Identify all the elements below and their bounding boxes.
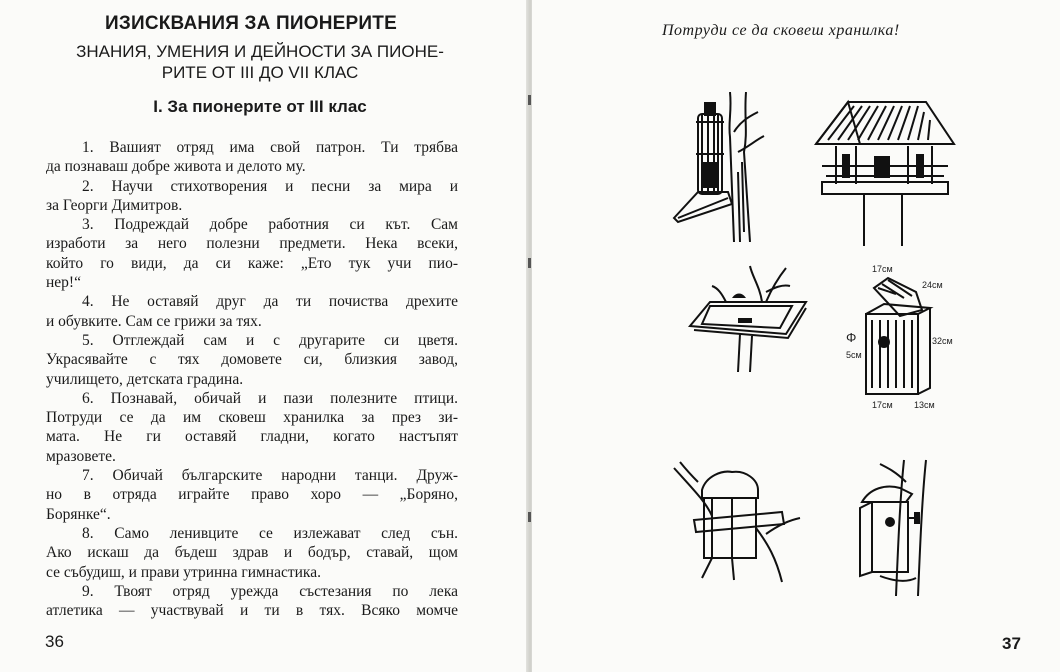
roofed-feeder-illustration (808, 96, 958, 246)
subtitle (40, 41, 480, 83)
text-line: и обувките. Сам се грижи за тях. (46, 312, 262, 330)
dimension-label: Φ (846, 330, 857, 345)
tree-birdhouse-illustration (856, 458, 946, 598)
text-line: 2. Научи стихотворения и песни за мира и (82, 177, 458, 195)
text-line: 8. Само ленивците се излежават след сън. (82, 524, 458, 542)
text-line: 6. Познавай, обичай и пази полезните птици. (82, 389, 458, 407)
gutter-mark (528, 512, 531, 522)
box-feeder-illustration (672, 458, 802, 588)
dimension-label: 5см (846, 350, 862, 360)
text-line: Украсявайте с тях домовете си, близкия завод, (46, 351, 458, 369)
text-line: който го види, да си каже: „Ето тук учи пио- (46, 254, 458, 272)
platform-feeder-illustration (682, 262, 812, 372)
text-line: нер!“ (46, 274, 81, 292)
page-title: ИЗИСКВАНИЯ ЗА ПИОНЕРИТЕ (105, 13, 397, 34)
gutter-mark (528, 95, 531, 105)
body-text (46, 138, 458, 620)
text-line: 5. Отглеждай сам и с другарите си цветя. (82, 331, 458, 349)
illustration-caption: Потруди се да сковеш хранилка! (662, 22, 900, 39)
birdhouse-dimensions-illustration (842, 258, 962, 418)
text-line: 7. Обичай българските народни танци. Друж- (82, 467, 458, 485)
dimension-label: 17см (872, 400, 893, 410)
page-number-right: 37 (1002, 634, 1021, 653)
dimension-label: 32см (932, 336, 953, 346)
text-line: училището, детската градина. (46, 370, 244, 388)
text-line: 4. Не оставяй друг да ти почиства дрехите (82, 293, 458, 311)
text-line: Ако искаш да бъдеш здрав и бодър, ставай, щом (46, 544, 458, 562)
text-line: да познаваш добре живота и делото му. (46, 158, 306, 176)
dimension-label: 17см (872, 264, 893, 274)
text-line: но в отряда играйте право хоро — „Боряно, (46, 486, 458, 504)
text-line: за Георги Димитров. (46, 196, 183, 214)
text-line: 3. Подреждай добре работния си кът. Сам (82, 216, 458, 234)
text-line: изработи за него полезни предмети. Нека всеки, (46, 235, 458, 253)
text-line: 9. Твоят отряд урежда състезания по лека (82, 582, 458, 600)
text-line: се събудиш, и прави утринна гимнастика. (46, 563, 321, 581)
section-heading: I. За пионерите от III клас (153, 97, 367, 116)
left-page (0, 0, 528, 672)
subtitle-line: ЗНАНИЯ, УМЕНИЯ И ДЕЙНОСТИ ЗА ПИОНЕ- (76, 42, 444, 61)
text-line: мата. Не ги оставяй гладни, когато настъпят (46, 428, 458, 446)
dimension-label: 13см (914, 400, 935, 410)
text-line: Потруди се да им сковеш хранилка за през зи- (46, 409, 458, 427)
text-line: мразовете. (46, 447, 116, 465)
subtitle-line: РИТЕ ОТ III ДО VII КЛАС (161, 63, 359, 82)
bottle-feeder-illustration (668, 92, 768, 242)
text-line: 1. Вашият отряд има свой патрон. Ти трябва (82, 139, 458, 156)
page-number-left: 36 (45, 632, 64, 651)
dimension-label: 24см (922, 280, 943, 290)
gutter-mark (528, 258, 531, 268)
text-line: Борянке“. (46, 505, 111, 523)
text-line: атлетика — участвувай и ти в тях. Всяко момче (46, 602, 458, 620)
